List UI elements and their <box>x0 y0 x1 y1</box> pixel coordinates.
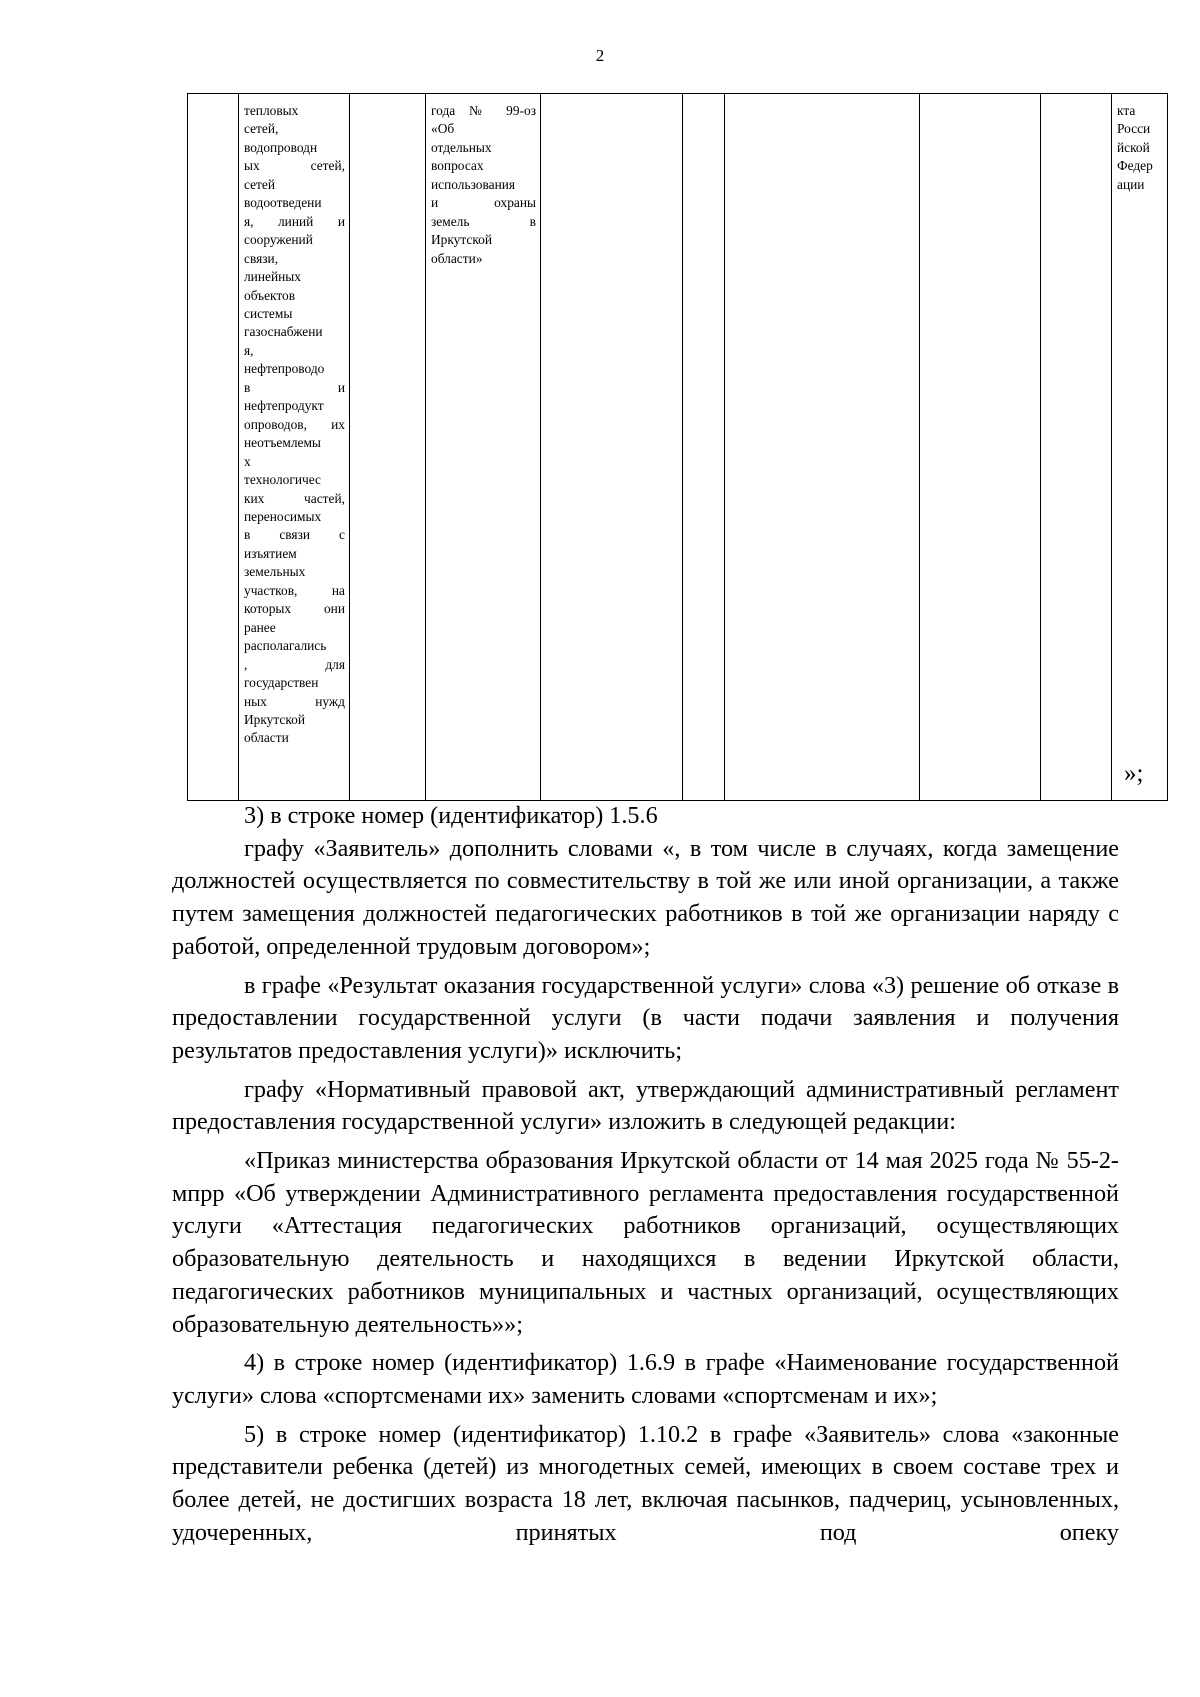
regulation-table <box>187 93 1168 801</box>
table-cell-line: технологичес <box>244 472 321 488</box>
table-cell-line: вопросах <box>431 158 484 174</box>
page-number: 2 <box>595 46 605 65</box>
paragraph-order-quote: «Приказ министерства образования Иркутской области от 14 мая 2025 года № 55-2-мпрр «Об утверждении Административного регламента предоставления государственной услуги «Аттестация педагогических работников организаций, осуществляющих образовательную деятельность и находящихся в ведении Иркутской области, педагогических работников муниципальных и частных организаций, осуществляющих образовательную деятельность»»; <box>172 1147 1119 1338</box>
objects-description-text <box>244 102 345 748</box>
table-cell-line: ых сетей, <box>244 158 345 174</box>
paragraph-item-3: 3) в строке номер (идентификатор) 1.5.6 <box>244 802 658 829</box>
table-cell-2 <box>239 94 350 801</box>
table-cell-line: линейных <box>244 269 301 285</box>
table-cell-line: Федер <box>1117 158 1153 174</box>
table-cell-line: объектов <box>244 287 296 303</box>
closing-quote-mark: »; <box>1124 760 1144 787</box>
table-cell-6 <box>683 94 725 801</box>
federal-act-text <box>1117 102 1163 194</box>
table-cell-line: , для <box>244 656 345 672</box>
table-cell-line: изъятием <box>244 545 297 561</box>
table-cell-line: в и <box>244 379 345 395</box>
table-cell-line: водоотведени <box>244 195 322 211</box>
paragraph-item-5: 5) в строке номер (идентификатор) 1.10.2 в графе «Заявитель» слова «законные представители ребенка (детей) из многодетных семей, имеющих в своем составе трех и более детей, не достигших возраста 18 лет, включая пасынков, падчериц, усыновленных, удочеренных, принятых под опеку <box>172 1420 1119 1546</box>
table-cell-line: неотъемлемы <box>244 435 321 451</box>
table-cell-line: Иркутской <box>244 711 306 727</box>
table-cell-4 <box>426 94 541 801</box>
table-cell-line: и охраны <box>431 195 536 211</box>
table-cell-line: я, <box>244 342 254 358</box>
table-cell-line: участков, на <box>244 582 345 598</box>
table-cell-10 <box>1112 94 1168 801</box>
table-cell-line: Росси <box>1117 121 1151 137</box>
table-cell-line: системы <box>244 305 293 321</box>
table-cell-line: связи, <box>244 250 279 266</box>
amendment-text <box>172 800 1119 1549</box>
table-cell-line: ранее <box>244 619 276 635</box>
table-cell-line: земель в <box>431 213 536 229</box>
table-cell-line: использования <box>431 176 516 192</box>
table-cell-line: года № 99-оз <box>431 103 536 118</box>
table-cell-7 <box>725 94 920 801</box>
table-cell-line: х <box>244 453 251 469</box>
paragraph-normative-act: графу «Нормативный правовой акт, утверждающий административный регламент предоставления государственной услуги» изложить в следующей редакции: <box>172 1075 1119 1136</box>
table-cell-line: кта <box>1117 103 1136 118</box>
table-cell-line: отдельных <box>431 139 492 155</box>
table-cell-line: я, линий и <box>244 213 345 229</box>
table-cell-9 <box>1041 94 1112 801</box>
table-cell-line: ких частей, <box>244 490 345 506</box>
table-cell-line: области <box>244 730 289 746</box>
table-cell-line: ных нужд <box>244 693 345 709</box>
table-cell-line: нефтепроводо <box>244 361 325 377</box>
table-cell-line: опроводов, их <box>244 416 345 432</box>
table-cell-line: которых они <box>244 601 345 617</box>
table-cell-line: «Об <box>431 121 455 137</box>
table-cell-line: сооружений <box>244 232 313 248</box>
table-cell-line: в связи с <box>244 527 345 543</box>
table-cell-line: йской <box>1117 139 1150 155</box>
table-cell-line: земельных <box>244 564 306 580</box>
paragraph-applicant: графу «Заявитель» дополнить словами «, в том числе в случаях, когда замещение должностей осуществляется по совместительству в той же или иной организации, а также путем замещения должностей педагогических работников в той же организации наряду с работой, определенной трудовым договором»; <box>172 834 1119 960</box>
table-cell-line: переносимых <box>244 508 322 524</box>
table-cell-8 <box>920 94 1041 801</box>
law-reference-text <box>431 102 536 268</box>
table-cell-line: сетей, <box>244 121 279 137</box>
table-cell-line: Иркутской <box>431 232 493 248</box>
table-cell-line: тепловых <box>244 103 299 118</box>
paragraph-item-4: 4) в строке номер (идентификатор) 1.6.9 в графе «Наименование государственной услуги» слова «спортсменами их» заменить словами «спортсменам и их»; <box>172 1349 1119 1409</box>
table-cell-5 <box>541 94 683 801</box>
table-row <box>188 94 1168 801</box>
table-cell-line: водопроводн <box>244 139 318 155</box>
table-cell-line: ации <box>1117 176 1145 192</box>
table-cell-line: газоснабжени <box>244 324 323 340</box>
table-cell-line: сетей <box>244 176 276 192</box>
table-cell-1 <box>188 94 239 801</box>
table-cell-line: области» <box>431 250 483 266</box>
table-cell-3 <box>350 94 426 801</box>
table-cell-line: располагались <box>244 638 327 654</box>
table-cell-line: нефтепродукт <box>244 398 324 414</box>
table-cell-line: государствен <box>244 675 319 691</box>
paragraph-result: в графе «Результат оказания государственной услуги» слова «3) решение об отказе в предоставлении государственной услуги (в части подачи заявления и получения результатов предоставления услуги)» исключить; <box>172 971 1119 1064</box>
